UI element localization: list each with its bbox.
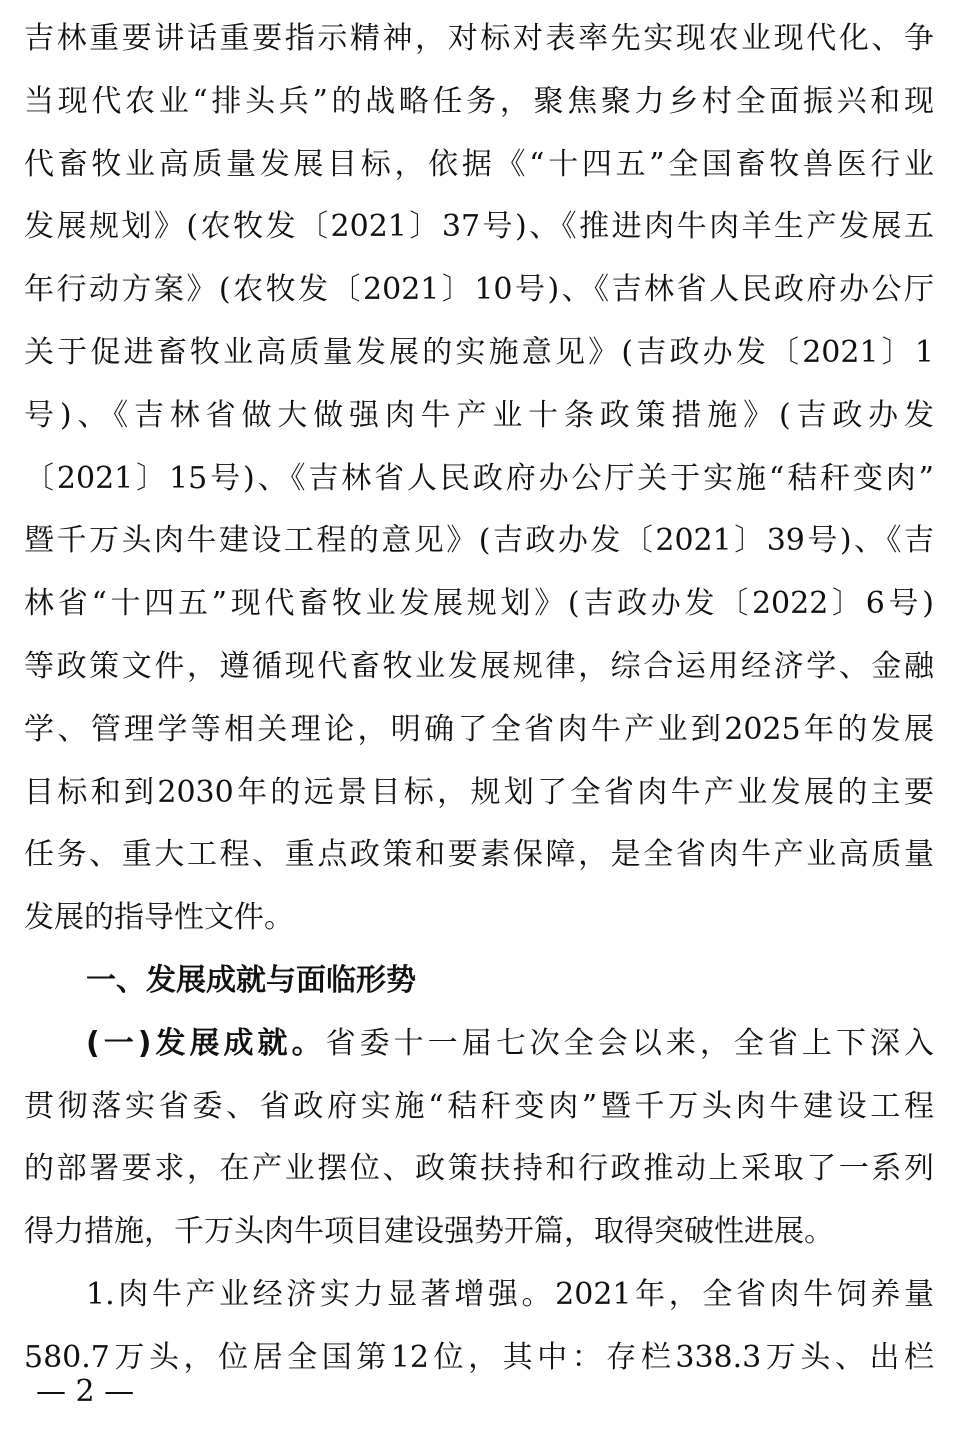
text-line: 得力措施，千万头肉牛项目建设强势开篇，取得突破性进展。 xyxy=(24,1214,834,1250)
text-line: 发展规划》(农牧发〔2021〕37号)、《推进肉牛肉羊生产发展五 xyxy=(24,209,934,245)
text-line: 580.7万头，位居全国第12位，其中：存栏338.3万头、出栏 xyxy=(24,1339,934,1375)
text-line: 学、管理学等相关理论，明确了全省肉牛产业到2025年的发展 xyxy=(24,711,934,747)
text-line: 林省“十四五”现代畜牧业发展规划》(吉政办发〔2022〕6号) xyxy=(24,586,934,622)
section-heading: 一、发展成就与面临形势 xyxy=(86,962,416,998)
subsection-title: (一)发展成就。 xyxy=(86,1025,326,1061)
text-line: 1.肉牛产业经济实力显著增强。2021年，全省肉牛饲养量 xyxy=(86,1276,934,1312)
page-number: — 2 — xyxy=(36,1374,135,1409)
text-line xyxy=(24,1013,934,1076)
subsection-first-line-text: 省委十一届七次全会以来，全省上下深入 xyxy=(325,1025,934,1061)
text-line: 目标和到2030年的远景目标，规划了全省肉牛产业发展的主要 xyxy=(24,774,934,810)
text-line: 关于促进畜牧业高质量发展的实施意见》(吉政办发〔2021〕1 xyxy=(24,334,934,370)
text-line: 任务、重大工程、重点政策和要素保障，是全省肉牛产业高质量 xyxy=(24,837,934,873)
text-line: 当现代农业“排头兵”的战略任务，聚焦聚力乡村全面振兴和现 xyxy=(24,83,934,119)
text-line: 贯彻落实省委、省政府实施“秸秆变肉”暨千万头肉牛建设工程 xyxy=(24,1088,934,1124)
text-line: 〔2021〕15号)、《吉林省人民政府办公厅关于实施“秸秆变肉” xyxy=(24,460,934,496)
text-line: 的部署要求，在产业摆位、政策扶持和行政推动上采取了一系列 xyxy=(24,1151,934,1187)
text-line: 吉林重要讲话重要指示精神，对标对表率先实现农业现代化、争 xyxy=(24,21,934,56)
item-paragraph xyxy=(24,1264,934,1390)
text-line: 年行动方案》(农牧发〔2021〕10号)、《吉林省人民政府办公厅 xyxy=(24,272,934,308)
text-line: 发展的指导性文件。 xyxy=(24,900,294,936)
document-page xyxy=(24,8,934,1390)
text-line: 等政策文件，遵循现代畜牧业发展规律，综合运用经济学、金融 xyxy=(24,648,934,684)
text-line: 号)、《吉林省做大做强肉牛产业十条政策措施》(吉政办发 xyxy=(24,397,934,433)
text-line: 代畜牧业高质量发展目标，依据《“十四五”全国畜牧兽医行业 xyxy=(24,146,934,182)
body-paragraph xyxy=(24,8,934,950)
subsection-paragraph xyxy=(24,1013,934,1264)
text-line: 暨千万头肉牛建设工程的意见》(吉政办发〔2021〕39号)、《吉 xyxy=(24,523,934,559)
